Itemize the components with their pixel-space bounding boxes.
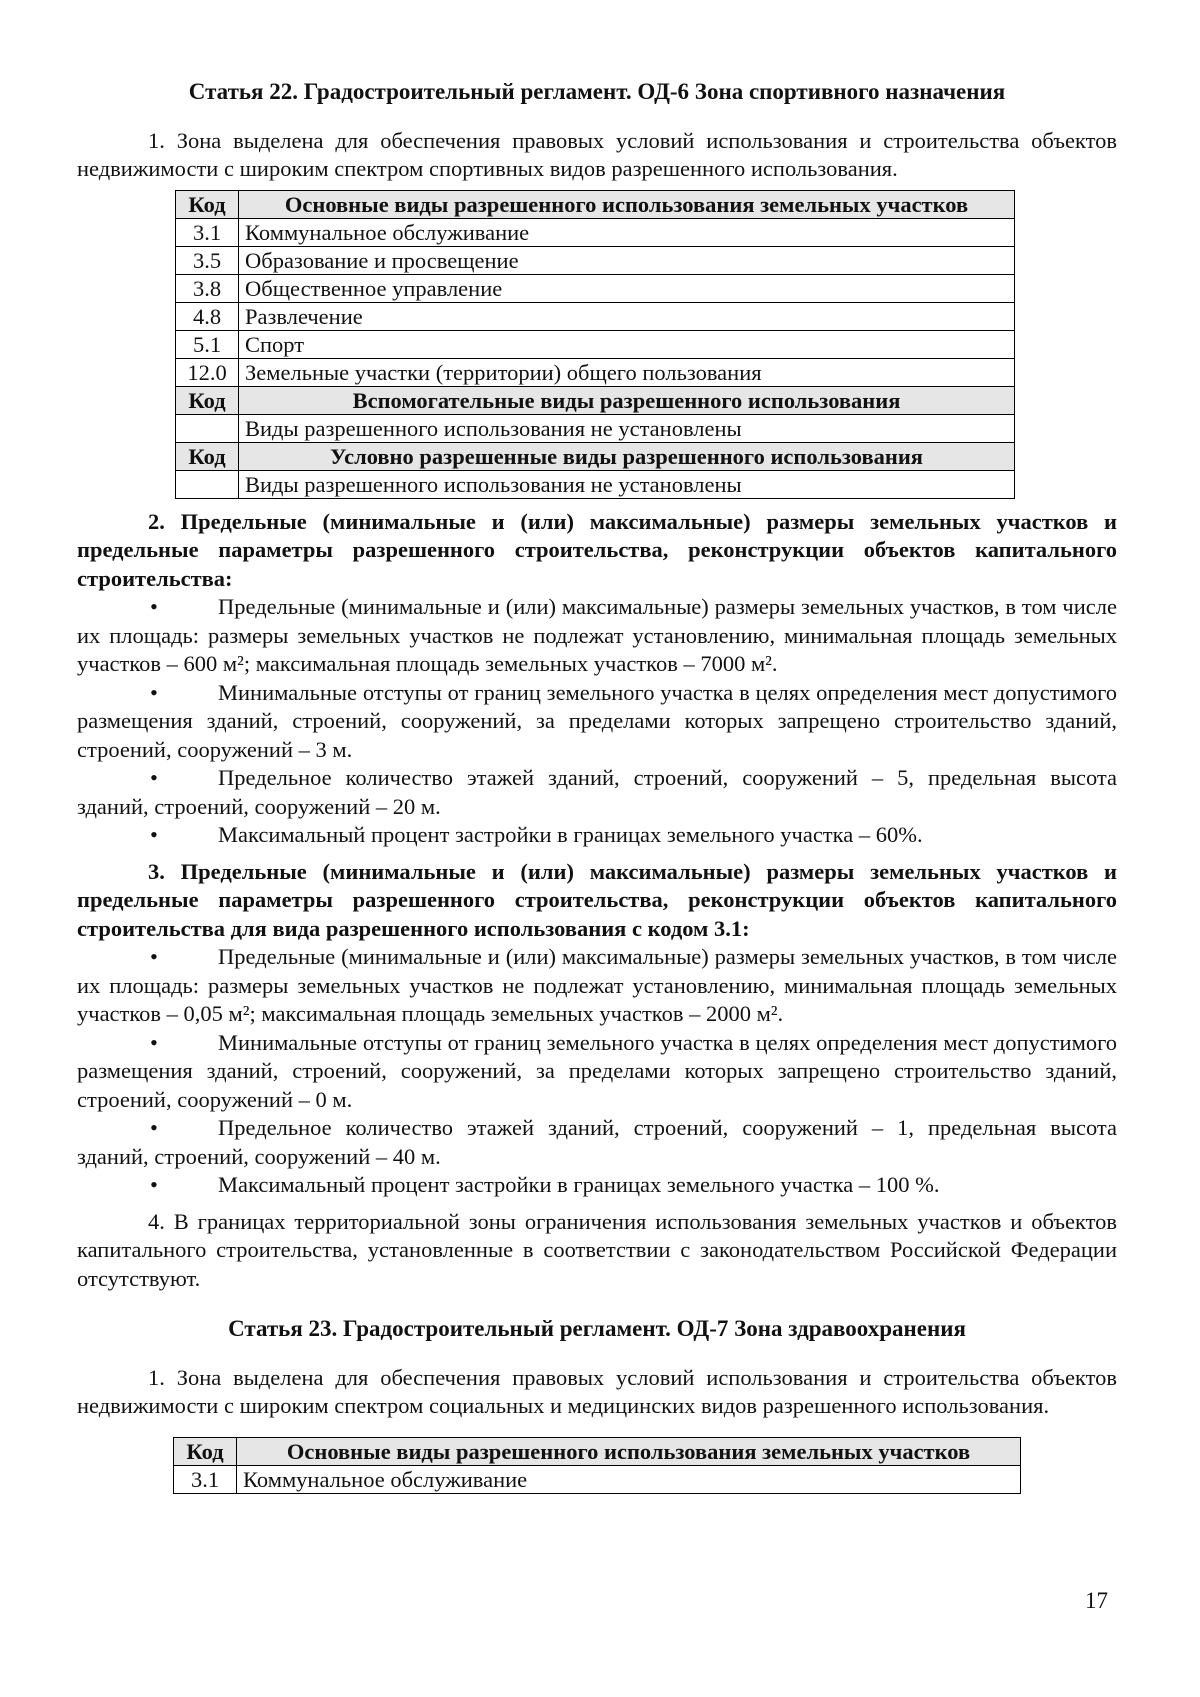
article-23-paragraph-1: 1. Зона выделена для обеспечения правовых условий использования и строительства объектов недвижимости с широким спектром социальных и медицинских видов разрешенного использования. [77,1364,1117,1418]
table-row [176,414,1015,442]
use-name: Виды разрешенного использования не установлены [239,414,1015,442]
code-column-header: Код [176,442,239,470]
page-number: 17 [1085,1588,1108,1613]
list-item [77,679,1117,765]
use-name: Общественное управление [239,274,1015,302]
article-23-permitted-uses-table [173,1437,1021,1494]
list-item-text: Минимальные отступы от границ земельного участка в целях определения мест допустимого размещения зданий, строений, сооружений, за пределами которых запрещено строительство зданий, строений, сооружений – 3 м. [77,679,1117,762]
bullet-icon: • [150,679,158,705]
article-22-title: Статья 22. Градостроительный регламент. ОД-6 Зона спортивного назначения [188,79,1006,104]
bullet-icon: • [150,765,158,790]
use-code: 5.1 [176,330,239,358]
list-item [77,1114,1117,1171]
auxiliary-uses-header: Вспомогательные виды разрешенного использования [239,386,1015,414]
table-header-row [176,190,1015,218]
table-row [176,330,1015,358]
use-name: Коммунальное обслуживание [237,1465,1021,1493]
list-item-text: Предельное количество этажей зданий, строений, сооружений – 5, предельная высота зданий, строений, сооружений – 20 м. [77,765,1117,819]
conditional-header-row [176,442,1015,470]
table-row [176,246,1015,274]
table-row [174,1465,1021,1493]
bullet-icon: • [150,594,158,619]
use-code: 3.1 [176,218,239,246]
table-row [176,470,1015,498]
article-22-permitted-uses-table [175,190,1015,499]
code-column-header: Код [174,1437,237,1465]
list-item [77,1029,1117,1115]
use-code: 3.1 [174,1465,237,1493]
table-row [176,358,1015,386]
bullet-icon: • [150,944,158,969]
page-content [77,78,1117,1494]
table-row [176,274,1015,302]
list-item-text: Минимальные отступы от границ земельного участка в целях определения мест допустимого размещения зданий, строений, сооружений, за пределами которых запрещено строительство зданий, строений, сооружений – 0 м. [77,1029,1117,1112]
use-code: 4.8 [176,302,239,330]
use-name: Развлечение [239,302,1015,330]
list-item-text: Максимальный процент застройки в границах земельного участка – 60%. [218,822,923,847]
bullet-icon: • [150,1172,158,1197]
bullet-icon: • [150,1115,158,1140]
use-name: Виды разрешенного использования не установлены [239,470,1015,498]
article-22-paragraph-1: 1. Зона выделена для обеспечения правовых условий использования и строительства объектов недвижимости с широким спектром спортивных видов разрешенного использования. [77,127,1117,181]
list-item [77,943,1117,1029]
list-item-text: Максимальный процент застройки в границах земельного участка – 100 %. [218,1172,940,1197]
code-column-header: Код [176,190,239,218]
use-name: Земельные участки (территории) общего пользования [239,358,1015,386]
list-item-text: Предельные (минимальные и (или) максимальные) размеры земельных участков, в том числе их площадь: размеры земельных участков не подлежат установлению, минимальная площадь земельных участков – 0,05 м²; максимальная площадь земельных участков – 2000 м². [77,944,1117,1026]
use-code: 3.5 [176,246,239,274]
auxiliary-header-row [176,386,1015,414]
use-name: Спорт [239,330,1015,358]
use-code [176,470,239,498]
use-name: Коммунальное обслуживание [239,218,1015,246]
bullet-icon: • [150,1029,158,1055]
main-uses-header: Основные виды разрешенного использования земельных участков [239,190,1015,218]
main-uses-header: Основные виды разрешенного использования земельных участков [237,1437,1021,1465]
use-code: 12.0 [176,358,239,386]
list-item-text: Предельные (минимальные и (или) максимальные) размеры земельных участков, в том числе их площадь: размеры земельных участков не подлежат установлению, минимальная площадь земельных участков – 600 м²; максимальная площадь земельных участков – 7000 м². [77,594,1117,676]
code-column-header: Код [176,386,239,414]
use-code [176,414,239,442]
list-item [77,764,1117,821]
table-header-row [174,1437,1021,1465]
table-row [176,302,1015,330]
section-3-heading: 3. Предельные (минимальные и (или) максимальные) размеры земельных участков и предельные параметры разрешенного строительства, реконструкции объектов капитального строительства для вида разрешенного использования с кодом 3.1: [77,858,1117,941]
table-row [176,218,1015,246]
article-23-title: Статья 23. Градостроительный регламент. ОД-7 Зона здравоохранения [228,1316,966,1341]
use-name: Образование и просвещение [239,246,1015,274]
list-item [77,821,1117,850]
conditional-uses-header: Условно разрешенные виды разрешенного использования [239,442,1015,470]
list-item [77,1171,1117,1200]
list-item [77,593,1117,679]
bullet-icon: • [150,822,158,847]
article-22-paragraph-4: 4. В границах территориальной зоны ограничения использования земельных участков и объектов капитального строительства, установленные в соответствии с законодательством Российской Федерации отсутствуют. [77,1208,1117,1291]
list-item-text: Предельное количество этажей зданий, строений, сооружений – 1, предельная высота зданий, строений, сооружений – 40 м. [77,1115,1117,1169]
section-2-heading: 2. Предельные (минимальные и (или) максимальные) размеры земельных участков и предельные параметры разрешенного строительства, реконструкции объектов капитального строительства: [77,508,1117,591]
use-code: 3.8 [176,274,239,302]
